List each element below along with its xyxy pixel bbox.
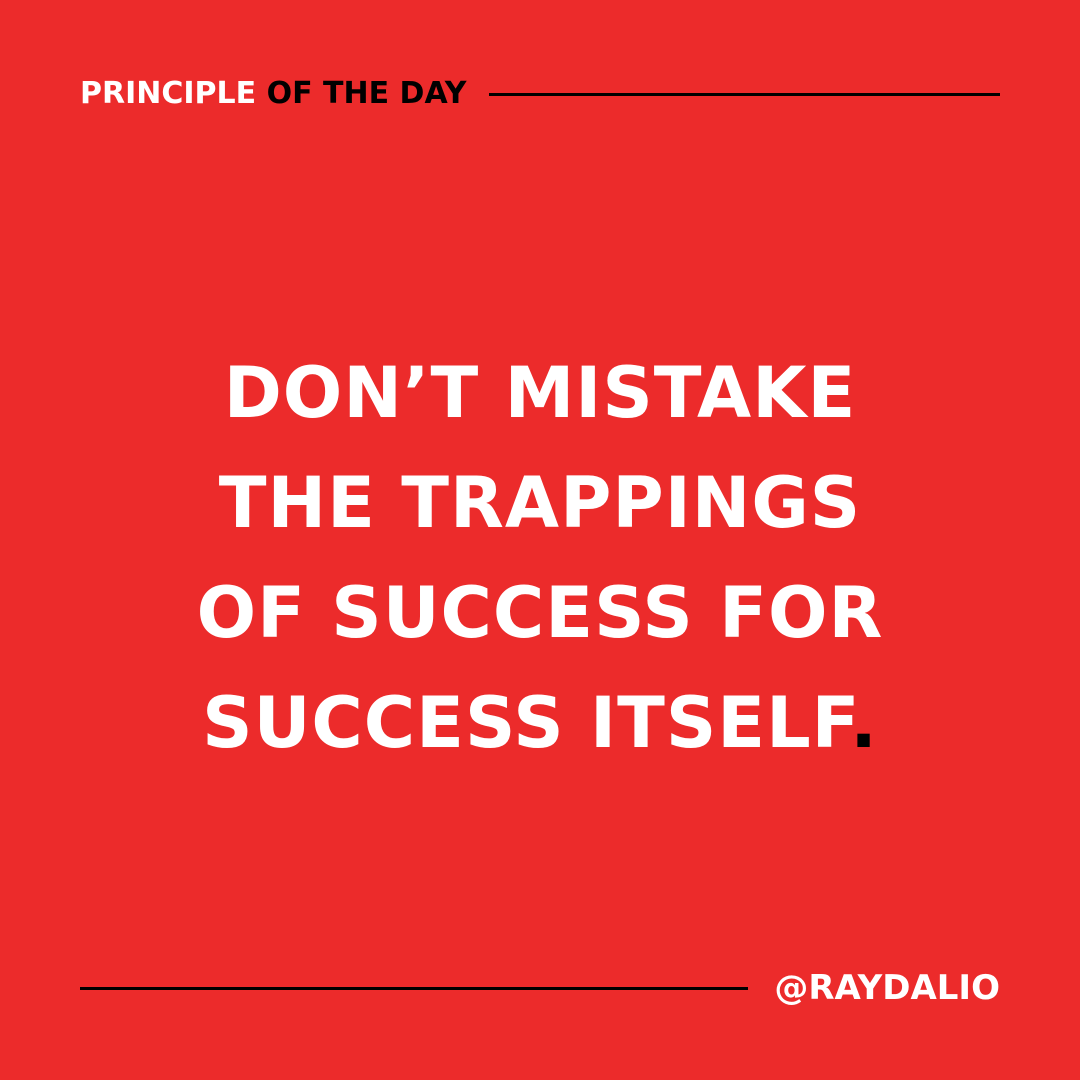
quote-line-last (0, 668, 1080, 778)
header-title-of-the-day: OF THE DAY (266, 76, 467, 111)
quote-line: DON’T MISTAKE (223, 352, 857, 434)
header-divider (489, 93, 1000, 96)
quote-end-period: . (850, 682, 878, 764)
footer (80, 964, 1000, 1012)
quote-line: OF SUCCESS FOR (196, 572, 884, 654)
footer-divider (80, 987, 748, 990)
header (80, 70, 1000, 118)
header-title (80, 70, 467, 118)
quote-text (0, 338, 1080, 778)
header-title-principle: PRINCIPLE (80, 76, 257, 111)
quote-line-last-text: SUCCESS ITSELF (202, 682, 851, 764)
author-handle: @RAYDALIO (774, 968, 1000, 1008)
quote-line: THE TRAPPINGS (218, 462, 862, 544)
